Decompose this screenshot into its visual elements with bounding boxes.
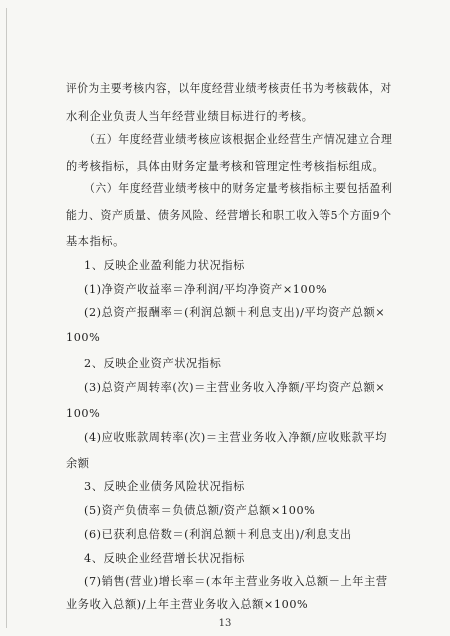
- text-line: 的考核指标，具体由财务定量考核和管理定性考核指标组成。: [66, 160, 385, 173]
- formula-line: (7)销售(营业)增长率＝(本年主营业务收入总额－上年主营: [84, 575, 388, 588]
- section-heading: 1、反映企业盈利能力状况指标: [84, 259, 245, 272]
- section-heading: 2、反映企业资产状况指标: [84, 357, 222, 370]
- section-heading: 4、反映企业经营增长状况指标: [84, 552, 245, 565]
- text-line: 基本指标。: [66, 235, 125, 248]
- formula-line: (5)资产负债率＝负债总额/资产总额×100%: [84, 504, 316, 517]
- text-line: 评价为主要考核内容，以年度经营业绩考核责任书为考核载体，对: [66, 82, 392, 95]
- section-heading: 3、反映企业债务风险状况指标: [84, 480, 245, 493]
- page-number: 13: [218, 618, 232, 629]
- formula-line: (1)净资产收益率＝净利润/平均净资产×100%: [84, 283, 328, 296]
- formula-line: (4)应收账款周转率(次)＝主营业务收入净额/应收账款平均: [84, 431, 388, 444]
- text-line: （五）年度经营业绩考核应该根据企业经营生产情况建立合理: [84, 133, 393, 146]
- formula-line: (3)总资产周转率(次)＝主营业务收入净额/平均资产总额×: [84, 381, 386, 394]
- formula-line: (6)已获利息倍数＝(利润总额＋利息支出)/利息支出: [84, 528, 352, 541]
- text-line: 能力、资产质量、债务风险、经营增长和职工收入等5个方面9个: [66, 209, 392, 222]
- formula-line: 余额: [66, 457, 90, 470]
- formula-line: 100%: [66, 331, 101, 344]
- text-line: 水利企业负责人当年经营业绩目标进行的考核。: [66, 110, 314, 123]
- formula-line: (2)总资产报酬率＝(利润总额＋利息支出)/平均资产总额×: [84, 306, 386, 319]
- scan-edge: [6, 8, 7, 628]
- formula-line: 业务收入总额)/上年主营业务收入总额×100%: [66, 598, 309, 611]
- text-line: （六）年度经营业绩考核中的财务定量考核指标主要包括盈利: [84, 182, 393, 195]
- formula-line: 100%: [66, 407, 101, 420]
